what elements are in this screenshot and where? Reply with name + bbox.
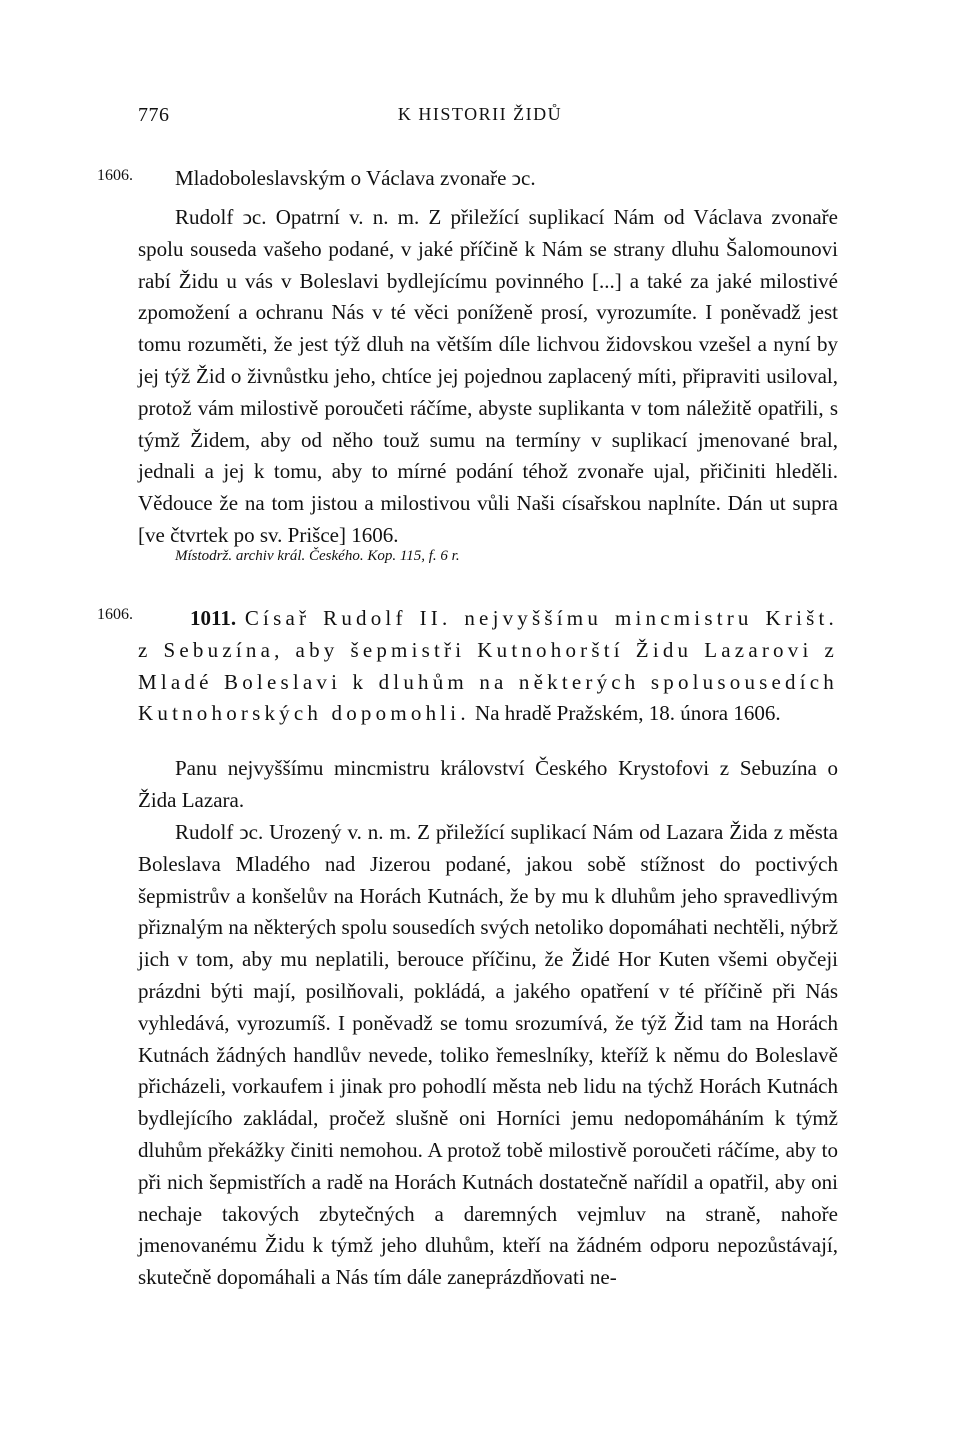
regest-summary: Císař Rudolf II. nejvyššímu mincmistru Krišt. z Sebuzína, aby šepmistři Kutnohorští Židu Lazarovi z Mladé Boleslavi k dluhům na některých spolusousedích Kutnohorských dopomohli. (138, 606, 839, 726)
running-title: K HISTORII ŽIDŮ (397, 104, 563, 124)
page-number: 776 (138, 104, 170, 126)
entry-body: Rudolf ͻc. Urozený v. n. m. Z přiležící suplikací Nám od Lazara Žida z města Boleslava Mladého nad Jizerou podané, jakou sobě stížnost do poctivých šepmistrův a konšelův na Horách Kutnách, že by mu k dluhům jeho spravedlivým přiznalým na některých spolu sousedích svých netoliko dopomáhati nechtěli, nýbrž jich v tom, aby mu neplatili, berouce příčinu, že Židé Hor Kuten všemi obyčeji prázdni býti mají, posilňovali, pokládá, a jakého opatření v té příčině při Nás vyhledává, vyrozumíš. I poněvadž se tomu srozumívá, že týž Žid tam na Horách Kutnách žádných handlův nevede, toliko řemeslníky, kteříž k němu do Boleslavě přicházeli, vorkaufem i jinak pro pohodlí města neb lidu na týchž Horách Kutnách bydlejícího zakládal, pročež slušně oni Horníci jemu nedopomáháním k týmž dluhům překážky činiti nemohou. A protož tobě milostivě poroučeti ráčíme, aby to při nich šepmistřích a radě na Horách Kutnách dostatečně nařídil a opatřil, aby oni nechaje takových zbytečných a daremných vejmluv na straně, nahoře jmenovanému Židu k týmž jeho dluhům, kteří na žádném odporu nepozůstávají, skutečně dopomáhali a Nás tím dále zaneprázdňovati ne- (138, 820, 838, 1290)
source-note: Místodrž. archiv král. Českého. Kop. 115, f. 6 r. (175, 548, 460, 564)
margin-year: 1606. (97, 167, 133, 184)
document-number: 1011. (190, 606, 237, 630)
entry-title: Mladoboleslavským o Václava zvonaře ͻc. (175, 166, 536, 190)
regest (138, 603, 838, 730)
running-head (0, 104, 960, 132)
address-line: Panu nejvyššímu mincmistru království Českého Krystofovi z Sebuzína o Žida Lazara. (138, 756, 838, 812)
entry-body: Rudolf ͻc. Opatrní v. n. m. Z přiležící suplikací Nám od Václava zvonaře spolu souseda vašeho podané, v jaké příčině k Nám se strany dluhu Šalomounovi rabí Židu u vás v Boleslavi bydlejícímu povinného [...] a také za jaké milostivé zpomožení a ochranu Nás v té věci poníženě prosí, vyrozumíte. I poněvadž jest tomu rozuměti, že jest týž dluh na větším díle lichvou židovskou vzešel a nyní by jej týž Žid o živnůstku jeho, chtíce jej pojednou zaplacený míti, připraviti usiloval, protož vám milostivě poroučeti ráčíme, abyste suplikanta v tom náležitě opatřili, s týmž Židem, aby od něho touž sumu na termíny v suplikací jmenované bral, jednali a jej k tomu, aby to mírné podání téhož zvonaře ujal, přičiniti hleděli. Vědouce že na tom jistou a milostivou vůli Naši císařskou naplníte. Dán ut supra [ve čtvrtek po sv. Prišce] 1606. (138, 205, 838, 547)
margin-year: 1606. (97, 606, 133, 623)
regest-place-date: Na hradě Pražském, 18. února 1606. (475, 701, 781, 726)
